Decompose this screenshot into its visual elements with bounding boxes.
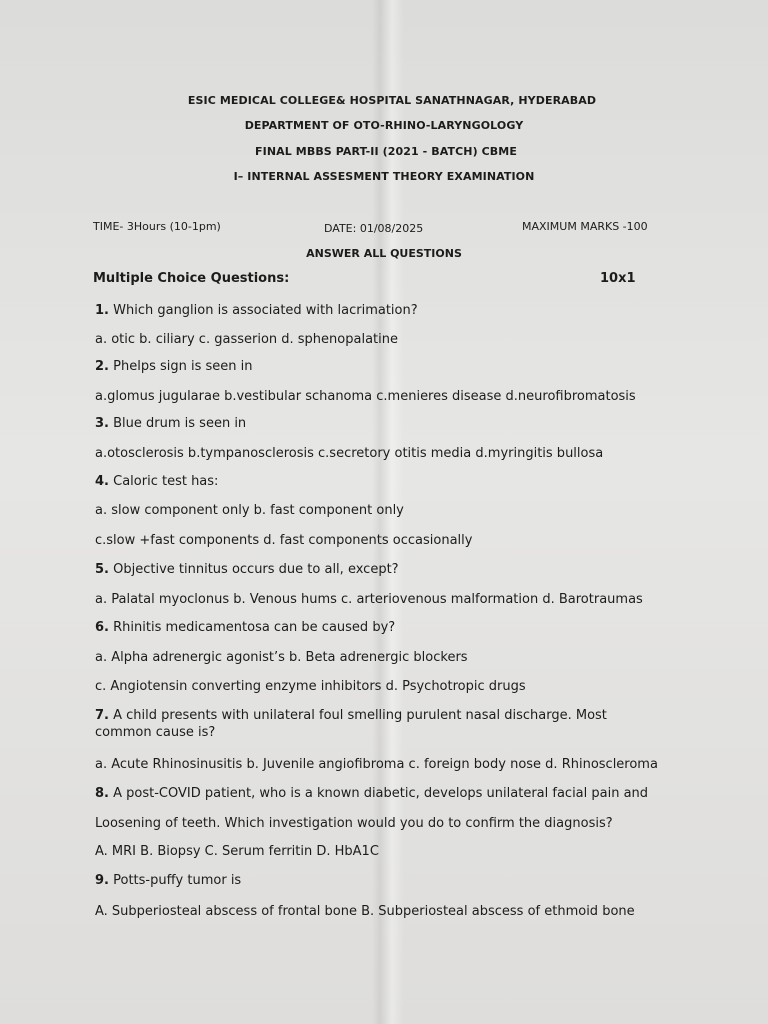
question-5 xyxy=(95,561,399,578)
exam-time: TIME- 3Hours (10-1pm) xyxy=(93,220,221,233)
question-number: 4. xyxy=(95,474,109,489)
college-name: ESIC MEDICAL COLLEGE& HOSPITAL SANATHNAGAR, HYDERABAD xyxy=(187,94,597,107)
options-3: a.otosclerosis b.tympanosclerosis c.secretory otitis media d.myringitis bullosa xyxy=(95,446,604,461)
question-3 xyxy=(95,415,246,432)
question-2 xyxy=(95,358,253,375)
options-4b: c.slow +fast components d. fast components occasionally xyxy=(95,533,473,548)
question-1 xyxy=(95,302,418,319)
question-number: 9. xyxy=(95,873,109,888)
options-6b: c. Angiotensin converting enzyme inhibitors d. Psychotropic drugs xyxy=(95,679,526,694)
question-text: Caloric test has: xyxy=(113,474,219,489)
options-8: A. MRI B. Biopsy C. Serum ferritin D. HbA1C xyxy=(95,844,379,859)
question-text: Rhinitis medicamentosa can be caused by? xyxy=(113,620,396,635)
question-number: 1. xyxy=(95,303,109,318)
options-4a: a. slow component only b. fast component only xyxy=(95,503,404,518)
options-2: a.glomus jugularae b.vestibular schanoma c.menieres disease d.neurofibromatosis xyxy=(95,389,636,404)
instruction: ANSWER ALL QUESTIONS xyxy=(306,247,462,260)
question-text: Blue drum is seen in xyxy=(113,416,247,431)
options-7: a. Acute Rhinosinusitis b. Juvenile angiofibroma c. foreign body nose d. Rhinoscleroma xyxy=(95,757,658,772)
question-number: 5. xyxy=(95,562,109,577)
question-number: 7. xyxy=(95,708,109,723)
section-title: Multiple Choice Questions: xyxy=(93,271,290,286)
question-9 xyxy=(95,872,241,889)
section-marks: 10x1 xyxy=(600,271,636,286)
question-text: Which ganglion is associated with lacrimation? xyxy=(113,303,418,318)
question-4 xyxy=(95,473,218,490)
question-7 xyxy=(95,707,655,741)
department-name: DEPARTMENT OF OTO-RHINO-LARYNGOLOGY xyxy=(244,119,524,132)
question-number: 2. xyxy=(95,359,109,374)
question-text: Potts-puffy tumor is xyxy=(113,873,242,888)
options-9: A. Subperiosteal abscess of frontal bone B. Subperiosteal abscess of ethmoid bone xyxy=(95,904,635,919)
batch-info: FINAL MBBS PART-II (2021 - BATCH) CBME xyxy=(255,145,517,158)
question-text: A post-COVID patient, who is a known diabetic, develops unilateral facial pain and xyxy=(113,786,649,801)
options-5: a. Palatal myoclonus b. Venous hums c. arteriovenous malformation d. Barotraumas xyxy=(95,592,643,607)
maximum-marks: MAXIMUM MARKS -100 xyxy=(522,220,648,233)
question-8-continued: Loosening of teeth. Which investigation would you do to confirm the diagnosis? xyxy=(95,816,613,831)
question-text: A child presents with unilateral foul smelling purulent nasal discharge. Most common cause is? xyxy=(95,708,607,740)
question-number: 8. xyxy=(95,786,109,801)
options-1: a. otic b. ciliary c. gasserion d. sphenopalatine xyxy=(95,332,398,347)
question-text: Phelps sign is seen in xyxy=(113,359,253,374)
question-text: Objective tinnitus occurs due to all, except? xyxy=(113,562,399,577)
question-8 xyxy=(95,785,648,802)
question-6 xyxy=(95,619,395,636)
question-number: 6. xyxy=(95,620,109,635)
options-6a: a. Alpha adrenergic agonist’s b. Beta adrenergic blockers xyxy=(95,650,468,665)
exam-title: I– INTERNAL ASSESMENT THEORY EXAMINATION xyxy=(233,170,535,183)
question-number: 3. xyxy=(95,416,109,431)
exam-date: DATE: 01/08/2025 xyxy=(324,222,424,235)
